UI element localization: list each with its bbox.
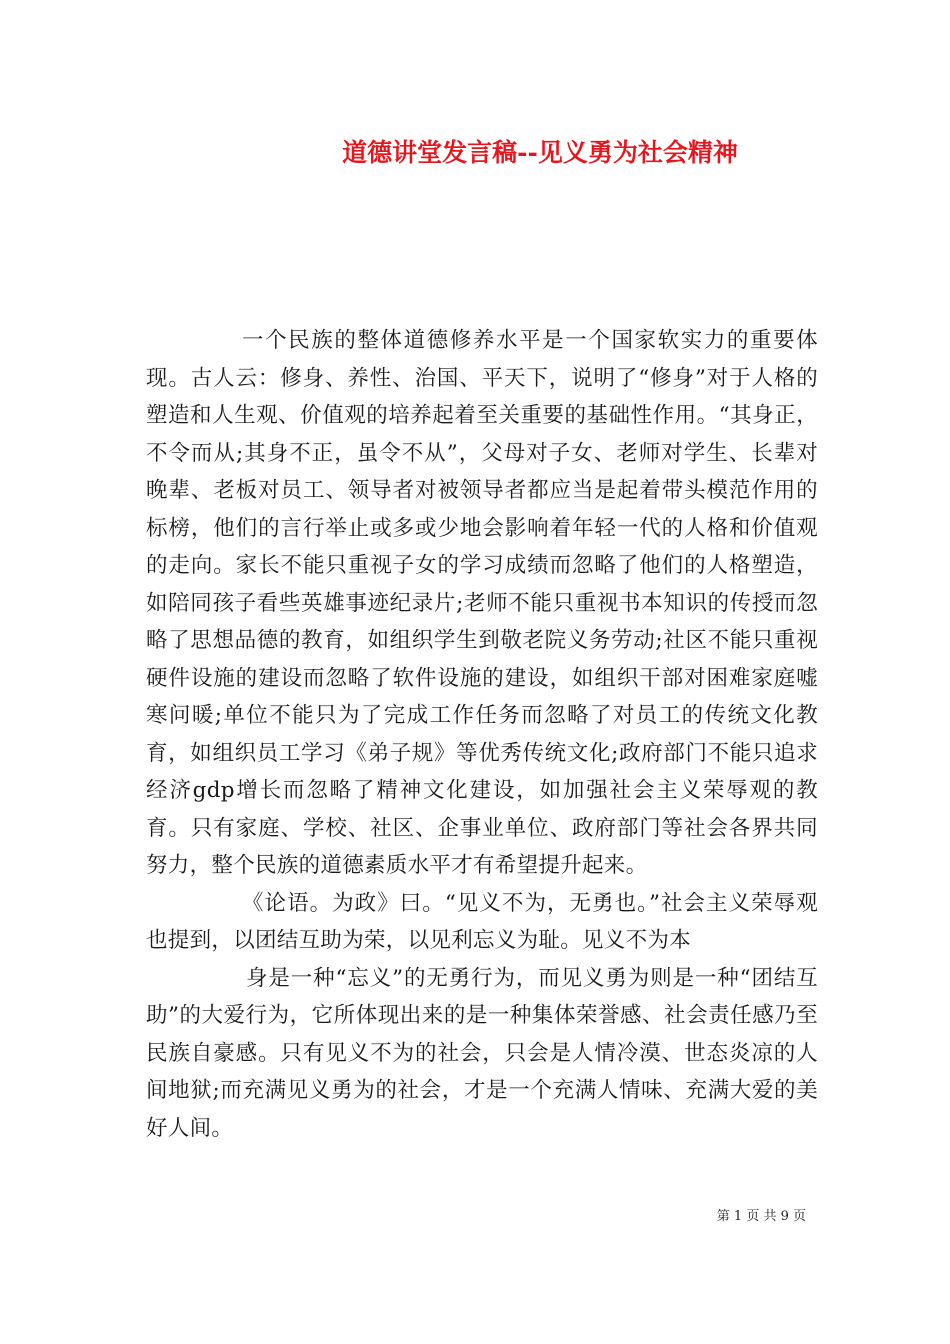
page-number-footer: 第 1 页 共 9 页 [716,1209,806,1224]
paragraph-2: 《论语。为政》曰。“见义不为，无勇也。”社会主义荣辱观也提到，以团结互助为荣，以见利忘义为耻。见义不为本 [146,890,818,953]
paragraph-3: 身是一种“忘义”的无勇行为，而见义勇为则是一种“团结互助”的大爱行为，它所体现出来的是一种集体荣誉感、社会责任感乃至民族自豪感。只有见义不为的社会，只会是人情冷漠、世态炎凉的人间地狱;而充满见义勇为的社会，才是一个充满人情味、充满大爱的美好人间。 [146,965,818,1141]
paragraph-1: 一个民族的整体道德修养水平是一个国家软实力的重要体现。古人云：修身、养性、治国、平天下，说明了“修身”对于人格的塑造和人生观、价值观的培养起着至关重要的基础性作用。“其身正，不令而从;其身不正，虽令不从”，父母对子女、老师对学生、长辈对晚辈、老板对员工、领导者对被领导者都应当是起着带头模范作用的标榜，他们的言行举止或多或少地会影响着年轻一代的人格和价值观的走向。家长不能只重视子女的学习成绩而忽略了他们的人格塑造，如陪同孩子看些英雄事迹纪录片;老师不能只重视书本知识的传授而忽略了思想品德的教育，如组织学生到敬老院义务劳动;社区不能只重视硬件设施的建设而忽略了软件设施的建设，如组织干部对困难家庭嘘寒问暖;单位不能只为了完成工作任务而忽略了对员工的传统文化教育，如组织员工学习《弟子规》等优秀传统文化;政府部门不能只追求经济gdp增长而忽略了精神文化建设，如加强社会主义荣辱观的教育。只有家庭、学校、社区、企事业单位、政府部门等社会各界共同努力，整个民族的道德素质水平才有希望提升起来。 [146,328,818,878]
document-body [146,322,818,1147]
document-title: 道德讲堂发言稿--见义勇为社会精神 [342,138,738,167]
